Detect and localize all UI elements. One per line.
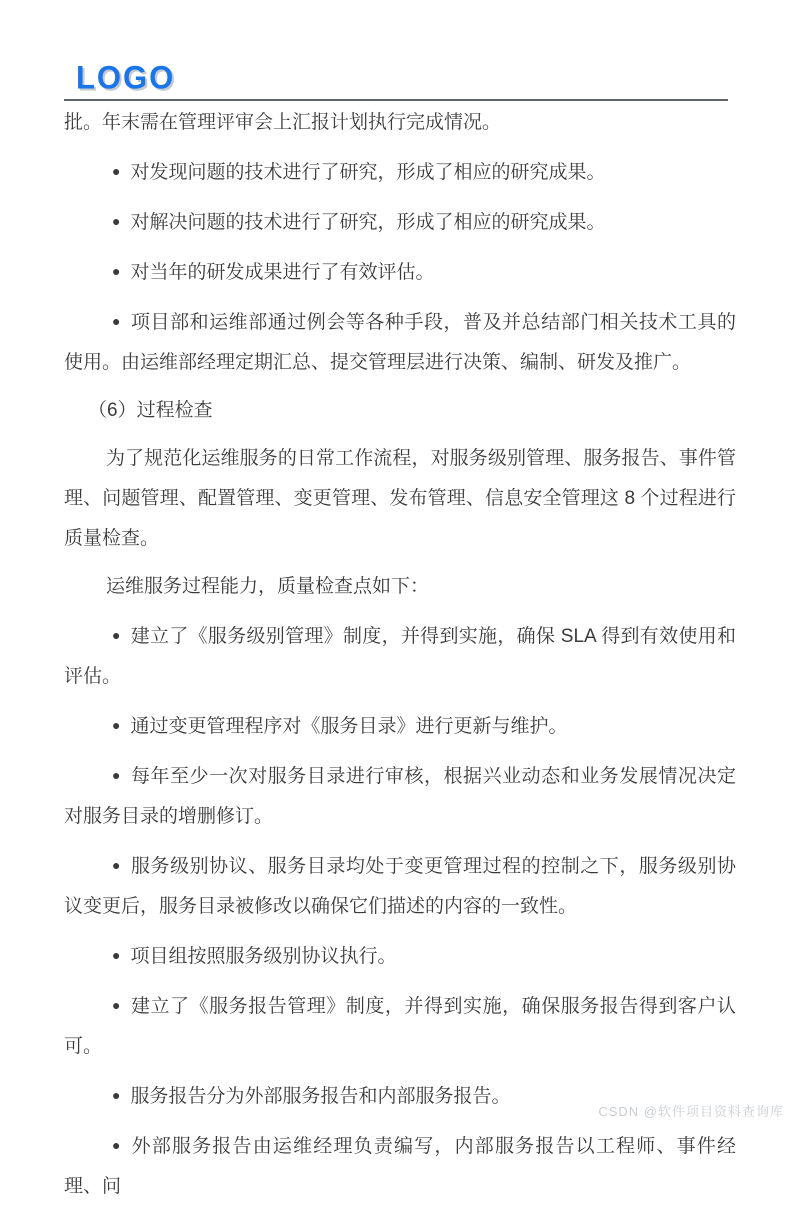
bullet-item bbox=[64, 845, 736, 927]
bullet-item bbox=[64, 151, 736, 193]
bullet-text: 对发现问题的技术进行了研究，形成了相应的研究成果。 bbox=[130, 162, 606, 183]
bullet-icon: ● bbox=[112, 263, 121, 279]
bullet-item bbox=[64, 1125, 736, 1207]
bullet-text: 每年至少一次对服务目录进行审核，根据兴业动态和业务发展情况决定对服务目录的增删修订。 bbox=[64, 766, 736, 827]
bullet-text: 通过变更管理程序对《服务目录》进行更新与维护。 bbox=[130, 716, 568, 737]
bullet-icon: ● bbox=[112, 767, 121, 783]
bullet-text: 服务报告分为外部服务报告和内部服务报告。 bbox=[130, 1086, 511, 1107]
bullet-item bbox=[64, 301, 736, 383]
bullet-text: 建立了《服务级别管理》制度，并得到实施，确保 SLA 得到有效使用和评估。 bbox=[64, 626, 736, 687]
paragraph-text: 批。年末需在管理评审会上汇报计划执行完成情况。 bbox=[64, 112, 502, 133]
bullet-icon: ● bbox=[112, 857, 121, 873]
bullet-text: 服务级别协议、服务目录均处于变更管理过程的控制之下，服务级别协议变更后，服务目录被修改以确保它们描述的内容的一致性。 bbox=[64, 856, 736, 917]
bullet-icon: ● bbox=[112, 213, 121, 229]
page-header bbox=[0, 0, 800, 101]
bullet-text: 项目部和运维部通过例会等各种手段，普及并总结部门相关技术工具的使用。由运维部经理定期汇总、提交管理层进行决策、编制、研发及推广。 bbox=[64, 312, 736, 373]
bullet-item bbox=[64, 935, 736, 977]
company-logo: LOGO bbox=[76, 59, 176, 96]
bullet-item bbox=[64, 251, 736, 293]
bullet-text: 对解决问题的技术进行了研究，形成了相应的研究成果。 bbox=[130, 212, 606, 233]
paragraph bbox=[64, 567, 736, 607]
bullet-icon: ● bbox=[112, 1137, 122, 1153]
bullet-item bbox=[64, 755, 736, 837]
bullet-icon: ● bbox=[112, 163, 121, 179]
paragraph-text: 运维服务过程能力，质量检查点如下： bbox=[106, 576, 430, 597]
bullet-item bbox=[64, 201, 736, 243]
bullet-text: 项目组按照服务级别协议执行。 bbox=[130, 946, 397, 967]
section-heading bbox=[64, 391, 736, 431]
paragraph bbox=[64, 439, 736, 559]
bullet-text: 外部服务报告由运维经理负责编写，内部服务报告以工程师、事件经理、问 bbox=[64, 1136, 736, 1197]
document-body bbox=[0, 101, 800, 1207]
bullet-icon: ● bbox=[112, 1087, 121, 1103]
bullet-text: 建立了《服务报告管理》制度，并得到实施，确保服务报告得到客户认可。 bbox=[64, 996, 736, 1057]
bullet-icon: ● bbox=[112, 947, 121, 963]
bullet-icon: ● bbox=[112, 997, 121, 1013]
paragraph bbox=[64, 103, 736, 143]
bullet-item bbox=[64, 705, 736, 747]
bullet-item bbox=[64, 985, 736, 1067]
bullet-text: 对当年的研发成果进行了有效评估。 bbox=[130, 262, 435, 283]
bullet-icon: ● bbox=[112, 313, 121, 329]
watermark: CSDN @软件项目资料查询库 bbox=[598, 1104, 784, 1119]
bullet-icon: ● bbox=[112, 717, 121, 733]
bullet-item bbox=[64, 615, 736, 697]
bullet-icon: ● bbox=[112, 627, 121, 643]
paragraph-text: 为了规范化运维服务的日常工作流程，对服务级别管理、服务报告、事件管理、问题管理、配置管理、变更管理、发布管理、信息安全管理这 8 个过程进行质量检查。 bbox=[64, 448, 736, 549]
section-heading-text: （6）过程检查 bbox=[88, 400, 213, 421]
